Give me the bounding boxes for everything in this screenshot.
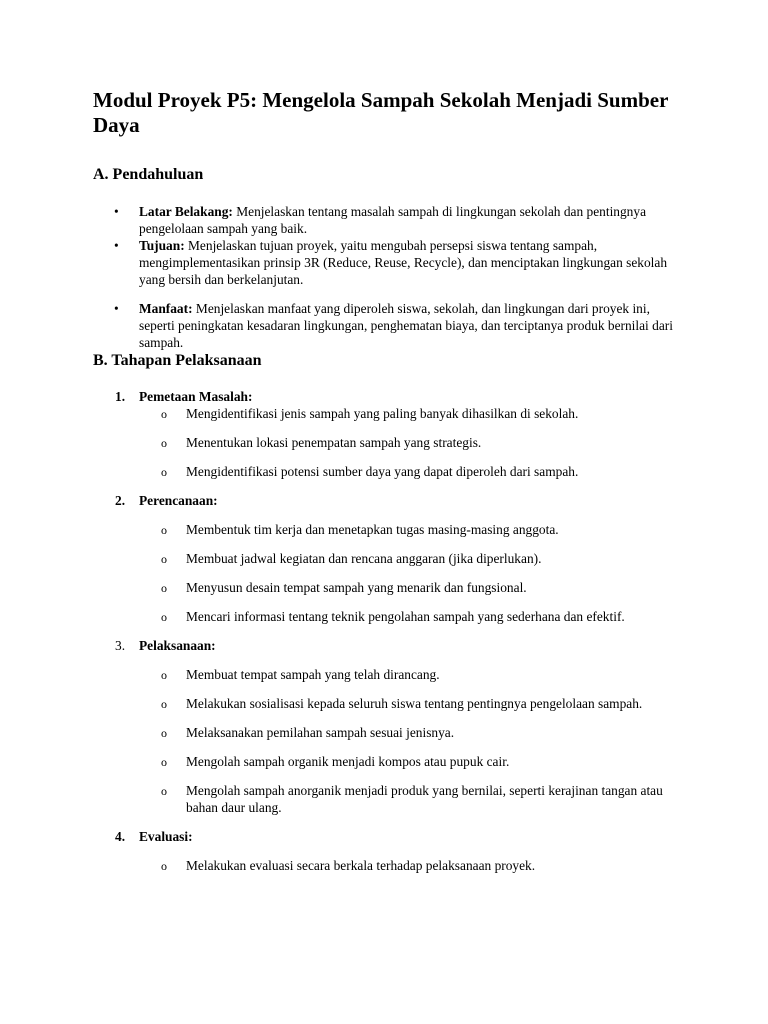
step-sub-list <box>139 857 683 874</box>
sub-list-item <box>139 608 683 625</box>
bullet-icon: • <box>114 301 119 316</box>
step-number: 3. <box>115 638 126 653</box>
step-item-pemetaan-masalah <box>93 388 683 480</box>
step-item-evaluasi <box>93 828 683 874</box>
step-number: 2. <box>115 493 126 508</box>
sub-item-text: Mencari informasi tentang teknik pengolahan sampah yang sederhana dan efektif. <box>186 609 625 624</box>
sub-list-item <box>139 666 683 683</box>
item-label: Tujuan: <box>139 238 185 253</box>
step-title: Pemetaan Masalah: <box>139 389 253 404</box>
sub-item-text: Melakukan evaluasi secara berkala terhadap pelaksanaan proyek. <box>186 858 536 873</box>
step-sub-list <box>139 405 683 480</box>
step-title: Perencanaan: <box>139 493 218 508</box>
section-b-heading: B. Tahapan Pelaksanaan <box>93 352 262 369</box>
circle-bullet-icon: o <box>161 697 167 711</box>
bullet-icon: • <box>114 238 119 253</box>
step-title: Evaluasi: <box>139 829 193 844</box>
sub-list-item <box>139 550 683 567</box>
sub-list-item <box>139 857 683 874</box>
list-item-latar-belakang <box>93 203 683 237</box>
sub-item-text: Membuat tempat sampah yang telah dirancang. <box>186 667 440 682</box>
circle-bullet-icon: o <box>161 668 167 682</box>
list-item-tujuan <box>93 237 683 288</box>
sub-item-text: Mengidentifikasi potensi sumber daya yang dapat diperoleh dari sampah. <box>186 464 579 479</box>
sub-item-text: Mengidentifikasi jenis sampah yang paling banyak dihasilkan di sekolah. <box>186 406 579 421</box>
item-text: Menjelaskan manfaat yang diperoleh siswa, sekolah, dan lingkungan dari proyek ini, seperti peningkatan kesadaran lingkungan, penghematan biaya, dan terciptanya produk bernilai dari sampah. <box>139 301 673 350</box>
sub-list-item <box>139 405 683 422</box>
circle-bullet-icon: o <box>161 859 167 873</box>
step-item-pelaksanaan <box>93 637 683 816</box>
circle-bullet-icon: o <box>161 610 167 624</box>
sub-list-item <box>139 782 683 816</box>
circle-bullet-icon: o <box>161 523 167 537</box>
item-text: Menjelaskan tentang masalah sampah di lingkungan sekolah dan pentingnya pengelolaan sampah yang baik. <box>139 204 647 236</box>
sub-item-text: Melakukan sosialisasi kepada seluruh siswa tentang pentingnya pengelolaan sampah. <box>186 696 643 711</box>
item-label: Manfaat: <box>139 301 193 316</box>
document-page <box>93 88 683 874</box>
step-number: 4. <box>115 829 126 844</box>
sub-item-text: Menentukan lokasi penempatan sampah yang strategis. <box>186 435 482 450</box>
step-sub-list <box>139 521 683 625</box>
section-a-list <box>93 203 683 351</box>
section-b-steps <box>93 388 683 874</box>
sub-list-item <box>139 724 683 741</box>
item-label: Latar Belakang: <box>139 204 233 219</box>
circle-bullet-icon: o <box>161 552 167 566</box>
section-a-heading: A. Pendahuluan <box>93 166 204 183</box>
list-item-manfaat <box>93 300 683 351</box>
circle-bullet-icon: o <box>161 581 167 595</box>
document-title: Modul Proyek P5: Mengelola Sampah Sekolah Menjadi Sumber Daya <box>93 88 669 137</box>
circle-bullet-icon: o <box>161 407 167 421</box>
sub-list-item <box>139 463 683 480</box>
sub-list-item <box>139 579 683 596</box>
sub-list-item <box>139 695 683 712</box>
sub-item-text: Mengolah sampah organik menjadi kompos atau pupuk cair. <box>186 754 510 769</box>
step-sub-list <box>139 666 683 816</box>
bullet-icon: • <box>114 204 119 219</box>
sub-list-item <box>139 434 683 451</box>
sub-item-text: Mengolah sampah anorganik menjadi produk yang bernilai, seperti kerajinan tangan atau bahan daur ulang. <box>186 783 663 815</box>
sub-item-text: Membuat jadwal kegiatan dan rencana anggaran (jika diperlukan). <box>186 551 542 566</box>
circle-bullet-icon: o <box>161 465 167 479</box>
circle-bullet-icon: o <box>161 755 167 769</box>
circle-bullet-icon: o <box>161 784 167 798</box>
step-item-perencanaan <box>93 492 683 625</box>
circle-bullet-icon: o <box>161 436 167 450</box>
sub-item-text: Membentuk tim kerja dan menetapkan tugas masing-masing anggota. <box>186 522 559 537</box>
sub-item-text: Melaksanakan pemilahan sampah sesuai jenisnya. <box>186 725 455 740</box>
circle-bullet-icon: o <box>161 726 167 740</box>
step-title: Pelaksanaan: <box>139 638 216 653</box>
item-text: Menjelaskan tujuan proyek, yaitu mengubah persepsi siswa tentang sampah, mengimplementasikan prinsip 3R (Reduce, Reuse, Recycle), dan menciptakan lingkungan sekolah yang bersih dan berkelanjutan. <box>139 238 668 287</box>
step-number: 1. <box>115 389 126 404</box>
sub-item-text: Menyusun desain tempat sampah yang menarik dan fungsional. <box>186 580 527 595</box>
sub-list-item <box>139 753 683 770</box>
sub-list-item <box>139 521 683 538</box>
